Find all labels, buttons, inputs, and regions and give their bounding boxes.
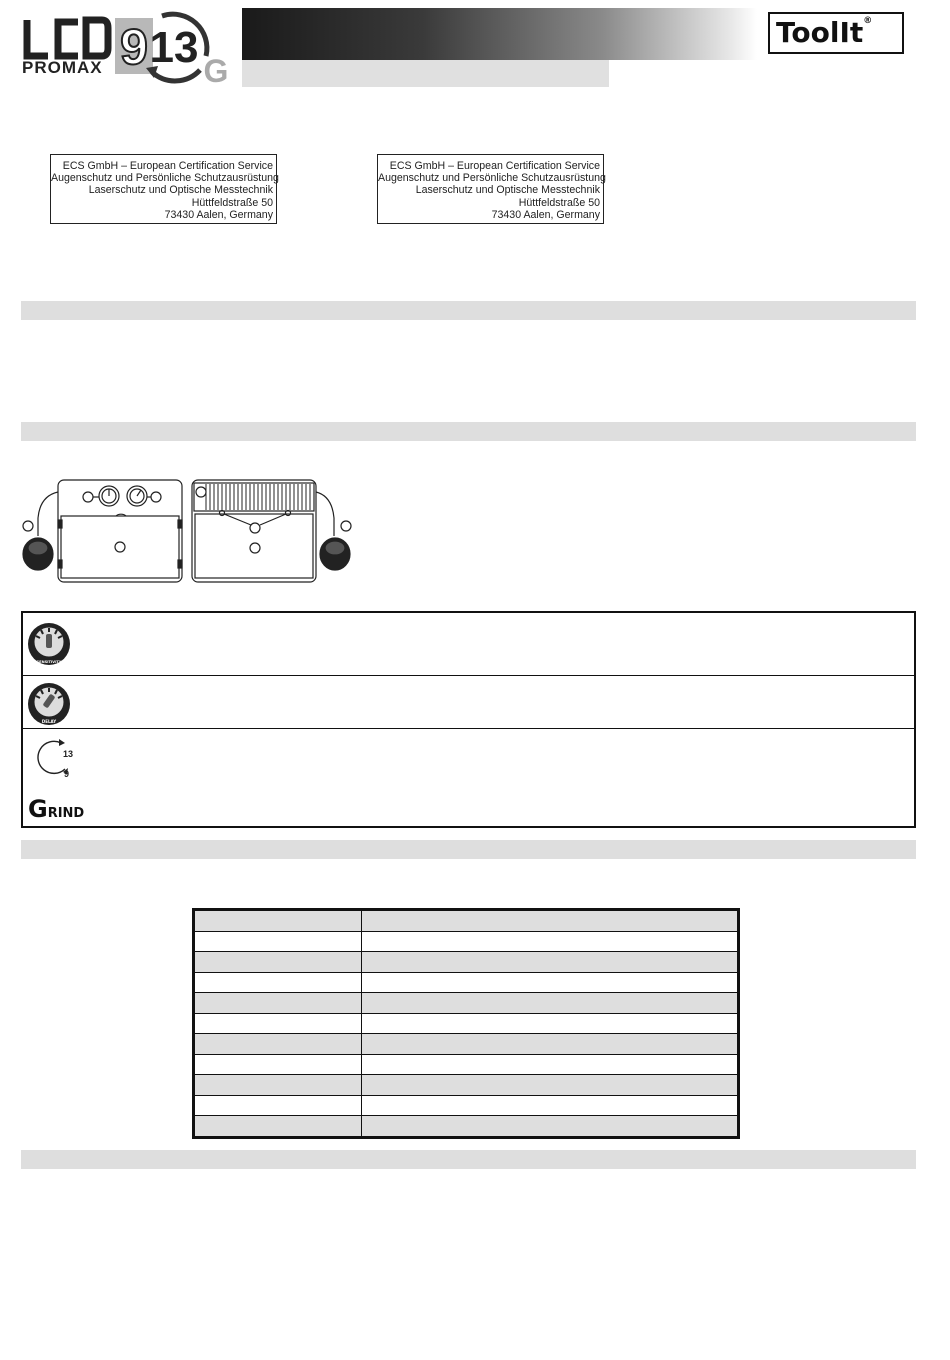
cert-line: 73430 Aalen, Germany — [491, 208, 600, 221]
table-cell — [362, 1095, 738, 1116]
cert-line: 73430 Aalen, Germany — [164, 208, 273, 221]
table-row — [195, 952, 738, 973]
table-cell — [195, 952, 362, 973]
table-cell — [195, 1034, 362, 1055]
svg-text:13: 13 — [149, 23, 199, 72]
cartridge-diagram — [20, 478, 356, 586]
table-cell — [362, 931, 738, 952]
certification-box-2 — [377, 154, 604, 224]
table-row — [195, 1095, 738, 1116]
cert-line: Laserschutz und Optische Messtechnik — [88, 184, 273, 197]
table-cell — [195, 1054, 362, 1075]
header-subtitle-bar — [242, 60, 609, 87]
svg-text:G: G — [203, 53, 229, 86]
cert-line: Augenschutz und Persönliche Schutzausrüstung — [51, 172, 279, 185]
cert-line: ECS GmbH – European Certification Service — [62, 160, 273, 172]
grind-initial: G — [28, 795, 48, 823]
svg-text:DELAY: DELAY — [41, 719, 57, 724]
table-cell — [195, 931, 362, 952]
svg-text:13: 13 — [63, 749, 74, 759]
table-cell — [362, 972, 738, 993]
table-cell — [195, 911, 362, 932]
svg-text:9: 9 — [64, 769, 70, 779]
table-cell — [195, 993, 362, 1014]
table-row — [195, 1034, 738, 1055]
table-cell — [362, 1013, 738, 1034]
features-divider — [23, 675, 914, 676]
table-cell — [362, 1075, 738, 1096]
lcd-logo — [22, 16, 112, 62]
sensitivity-knob-icon — [27, 622, 71, 666]
table-cell — [195, 1075, 362, 1096]
section-bar-1 — [21, 301, 916, 320]
toolit-registered-mark: ® — [863, 16, 873, 26]
svg-text:9: 9 — [120, 19, 148, 75]
table-cell — [362, 911, 738, 932]
cert-line: Augenschutz und Persönliche Schutzausrüstung — [378, 172, 606, 185]
table-row — [195, 1075, 738, 1096]
certification-box-1 — [50, 154, 277, 224]
section-bar-3 — [21, 840, 916, 859]
section-bar-4 — [21, 1150, 916, 1169]
table-row — [195, 1054, 738, 1075]
table-cell — [362, 1116, 738, 1137]
grind-mode-icon — [28, 795, 84, 823]
table-row — [195, 931, 738, 952]
specifications-table — [192, 908, 740, 1139]
table-cell — [362, 993, 738, 1014]
grind-rest: RIND — [47, 806, 85, 821]
table-row — [195, 911, 738, 932]
header-gradient-bar — [242, 8, 757, 60]
features-divider — [23, 728, 914, 729]
promax-text: PROMAX — [22, 58, 103, 77]
table-cell — [195, 972, 362, 993]
model-913g-logo — [112, 10, 234, 86]
cert-line: Hüttfeldstraße 50 — [518, 196, 600, 209]
table-row — [195, 1013, 738, 1034]
toolit-logo — [768, 12, 904, 54]
svg-text:SENSITIVITY: SENSITIVITY — [36, 660, 62, 664]
table-cell — [362, 1054, 738, 1075]
table-row — [195, 993, 738, 1014]
table-cell — [195, 1013, 362, 1034]
toolit-logo-text: ToolIt — [776, 16, 864, 49]
table-row — [195, 1116, 738, 1137]
table-cell — [362, 952, 738, 973]
table-row — [195, 972, 738, 993]
table-cell — [195, 1095, 362, 1116]
table-cell — [362, 1034, 738, 1055]
shade-switch-icon — [35, 737, 77, 779]
delay-knob-icon — [27, 682, 71, 726]
table-cell — [195, 1116, 362, 1137]
cert-line: Laserschutz und Optische Messtechnik — [415, 184, 600, 197]
section-bar-2 — [21, 422, 916, 441]
features-panel — [21, 611, 916, 828]
cert-line: Hüttfeldstraße 50 — [191, 196, 273, 209]
cert-line: ECS GmbH – European Certification Service — [389, 160, 600, 172]
